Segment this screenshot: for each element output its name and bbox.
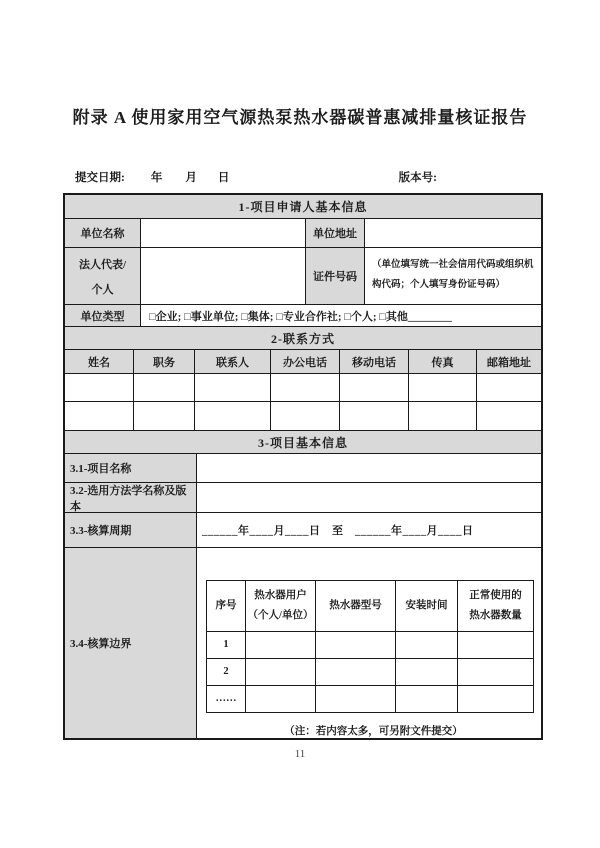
contact-row-2 bbox=[65, 402, 541, 431]
row-accounting-boundary bbox=[65, 548, 541, 738]
boundary-col-quantity bbox=[458, 581, 533, 631]
contact-col-mobile: 移动电话 bbox=[340, 350, 409, 373]
boundary-col-model-label: 热水器型号 bbox=[329, 600, 382, 612]
boundary-table-row bbox=[207, 686, 533, 712]
contact-col-office-phone: 办公电话 bbox=[271, 350, 340, 373]
document-title: 附录 A 使用家用空气源热泵热水器碳普惠减排量核证报告 bbox=[72, 108, 528, 127]
meta-line bbox=[63, 169, 543, 185]
contact-cell bbox=[195, 374, 271, 401]
id-number-hint-cell bbox=[365, 248, 541, 304]
boundary-col-quantity-line1: 正常使用的 bbox=[469, 590, 522, 602]
page-number: 11 bbox=[294, 748, 306, 760]
boundary-col-index bbox=[207, 581, 246, 631]
boundary-col-user-line2: （个人/单位） bbox=[247, 610, 314, 621]
legal-rep-value-cell bbox=[141, 248, 306, 304]
boundary-cell bbox=[246, 659, 316, 685]
row-methodology bbox=[65, 483, 541, 513]
section2-header: 2-联系方式 bbox=[65, 327, 541, 350]
unit-type-options: □企业; □事业单位; □集体; □专业合作社; □个人; □其他________ bbox=[149, 310, 452, 323]
boundary-cell bbox=[316, 659, 396, 685]
contact-cell bbox=[409, 374, 477, 401]
contact-cell bbox=[271, 374, 340, 401]
boundary-note: （注：若内容太多，可另附文件提交） bbox=[284, 726, 463, 737]
unit-address-label: 单位地址 bbox=[306, 219, 365, 247]
boundary-table bbox=[206, 580, 534, 713]
section1-header: 1-项目申请人基本信息 bbox=[65, 195, 541, 219]
boundary-cell bbox=[396, 659, 458, 685]
boundary-col-install-time bbox=[396, 581, 458, 631]
contact-cell bbox=[477, 374, 541, 401]
boundary-cell bbox=[246, 686, 316, 712]
boundary-col-quantity-line2: 热水器数量 bbox=[469, 610, 522, 621]
row-project-name bbox=[65, 454, 541, 483]
boundary-cell bbox=[458, 632, 533, 658]
boundary-cell bbox=[316, 686, 396, 712]
id-number-hint-text: （单位填写统一社会信用代码或组织机构代码；个人填写身份证号码） bbox=[372, 260, 534, 290]
id-number-label: 证件号码 bbox=[306, 248, 365, 304]
boundary-cell bbox=[246, 632, 316, 658]
submit-date-label: 提交日期: bbox=[75, 172, 125, 184]
boundary-col-model bbox=[316, 581, 396, 631]
month-label: 月 bbox=[185, 172, 197, 184]
boundary-col-index-label: 序号 bbox=[215, 600, 237, 612]
version-label: 版本号: bbox=[398, 172, 437, 184]
contact-cell bbox=[340, 374, 409, 401]
row-legal-rep-id bbox=[65, 248, 541, 305]
boundary-row-index: 2 bbox=[207, 659, 246, 685]
unit-name-value-cell bbox=[141, 219, 306, 247]
legal-rep-label-line1: 法人代表/ bbox=[78, 258, 127, 271]
contact-cell bbox=[195, 402, 271, 430]
boundary-cell bbox=[316, 632, 396, 658]
row-unit-name-address bbox=[65, 219, 541, 248]
unit-type-label: 单位类型 bbox=[65, 305, 141, 326]
row-accounting-period bbox=[65, 513, 541, 548]
contact-col-title: 职务 bbox=[134, 350, 195, 373]
legal-rep-label bbox=[65, 248, 141, 304]
contact-cell bbox=[65, 374, 134, 401]
boundary-col-user-line1: 热水器用户 bbox=[254, 590, 307, 602]
unit-name-label: 单位名称 bbox=[65, 219, 141, 247]
boundary-cell bbox=[458, 659, 533, 685]
contact-col-email: 邮箱地址 bbox=[477, 350, 541, 373]
boundary-col-user bbox=[246, 581, 316, 631]
boundary-table-row bbox=[207, 659, 533, 686]
boundary-cell bbox=[396, 632, 458, 658]
methodology-label: 3.2-选用方法学名称及版本 bbox=[65, 483, 197, 512]
section3-header: 3-项目基本信息 bbox=[65, 431, 541, 454]
contact-cell bbox=[477, 402, 541, 430]
year-label: 年 bbox=[150, 172, 163, 184]
boundary-row-index: …… bbox=[207, 686, 246, 712]
contact-header-row bbox=[65, 350, 541, 374]
boundary-row-index: 1 bbox=[207, 632, 246, 658]
boundary-col-install-time-label: 安装时间 bbox=[405, 600, 448, 612]
legal-rep-label-line2: 个人 bbox=[91, 283, 114, 296]
day-label: 日 bbox=[217, 172, 230, 184]
project-name-label: 3.1-项目名称 bbox=[65, 454, 197, 482]
unit-address-value-cell bbox=[365, 219, 541, 247]
contact-col-fax: 传真 bbox=[409, 350, 477, 373]
contact-cell bbox=[409, 402, 477, 430]
contact-col-name: 姓名 bbox=[65, 350, 134, 373]
accounting-boundary-label: 3.4-核算边界 bbox=[65, 548, 197, 738]
boundary-table-row bbox=[207, 632, 533, 659]
contact-row-1 bbox=[65, 374, 541, 402]
accounting-period-value: ______年____月____日 至 ______年____月____日 bbox=[202, 525, 474, 537]
contact-cell bbox=[134, 402, 195, 430]
contact-cell bbox=[65, 402, 134, 430]
application-form-table bbox=[63, 193, 543, 740]
contact-cell bbox=[340, 402, 409, 430]
accounting-period-label: 3.3-核算周期 bbox=[65, 513, 197, 547]
project-name-value-cell bbox=[197, 454, 541, 482]
contact-cell bbox=[271, 402, 340, 430]
boundary-table-header-row bbox=[207, 581, 533, 632]
methodology-value-cell bbox=[197, 483, 541, 512]
contact-cell bbox=[134, 374, 195, 401]
contact-col-person: 联系人 bbox=[195, 350, 271, 373]
accounting-boundary-value-cell bbox=[197, 548, 541, 738]
boundary-cell bbox=[458, 686, 533, 712]
boundary-cell bbox=[396, 686, 458, 712]
row-unit-type bbox=[65, 305, 541, 327]
